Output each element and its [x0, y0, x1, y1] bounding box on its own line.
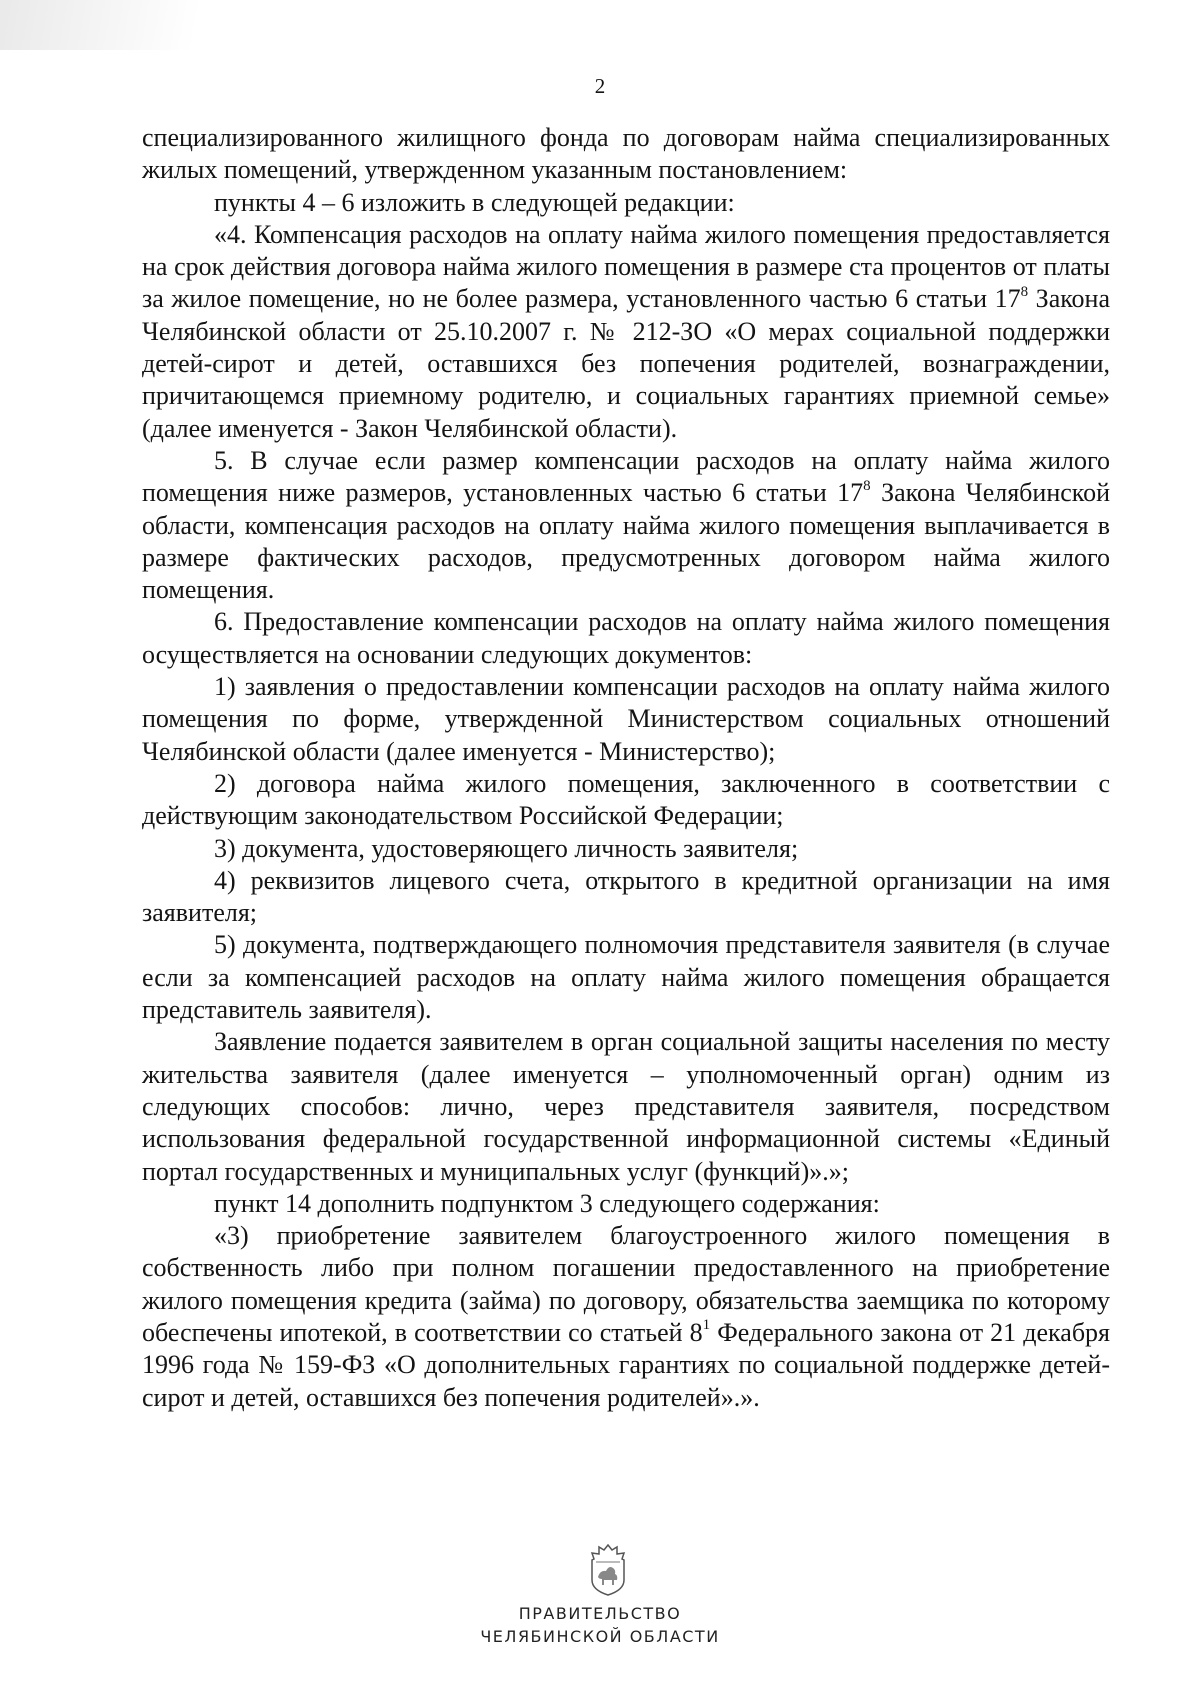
paragraph: 5. В случае если размер компенсации расходов на оплату найма жилого помещения ниже размеров, установленных частью 6 статьи $17^8$ Закона Челябинской области, компенсация расходов на оплату найма жилого помещения выплачивается в размере фактических расходов, предусмотренных договором найма жилого помещения. [142, 445, 1110, 605]
document-body [142, 122, 1110, 1414]
list-item: 5) документа, подтверждающего полномочия представителя заявителя (в случае если за компенсацией расходов на оплату найма жилого помещения обращается представитель заявителя). [142, 930, 1110, 1025]
government-region: ЧЕЛЯБИНСКОЙ ОБЛАСТИ [480, 1627, 720, 1646]
superscript: 8 [863, 477, 871, 494]
list-item: 3) документа, удостоверяющего личность заявителя; [214, 833, 799, 863]
list-item: 2) договора найма жилого помещения, заключенного в соответствии с действующим законодательством Российской Федерации; [142, 768, 1110, 831]
paragraph: специализированного жилищного фонда по договорам найма специализированных жилых помещений, утвержденном указанным постановлением: [142, 123, 1110, 185]
paragraph: пункты 4 – 6 изложить в следующей редакции: [214, 187, 735, 217]
paragraph: пункт 14 дополнить подпунктом 3 следующего содержания: [214, 1188, 880, 1218]
paragraph: 6. Предоставление компенсации расходов на оплату найма жилого помещения осуществляется на основании следующих документов: [142, 607, 1110, 669]
chelyabinsk-coat-of-arms-icon [588, 1544, 628, 1596]
government-title: ПРАВИТЕЛЬСТВО [518, 1604, 682, 1623]
superscript: 1 [702, 1317, 711, 1334]
page-number: 2 [594, 74, 606, 98]
list-item: 4) реквизитов лицевого счета, открытого в кредитной организации на имя заявителя; [142, 865, 1110, 928]
paragraph: Заявление подается заявителем в орган социальной защиты населения по месту жительства заявителя (далее именуется – уполномоченный орган) одним из следующих способов: лично, через представителя заявителя, посредством использования федеральной государственной информационной системы «Единый портал государственных и муниципальных услуг (функций)».»; [142, 1027, 1110, 1186]
paragraph: «4. Компенсация расходов на оплату найма жилого помещения предоставляется на срок действия договора найма жилого помещения в размере ста процентов от платы за жилое помещение, но не более размера, установленного частью 6 статьи $17^8$ Закона Челябинской области от 25.10.2007 г. № 212-ЗО «О мерах социальной поддержки детей-сирот и детей, оставшихся без попечения родителей, вознаграждении, причитающемся приемному родителю, и социальных гарантиях приемной семье» (далее именуется - Закон Челябинской области). [142, 219, 1111, 443]
scan-artifact [0, 0, 260, 50]
paragraph: «3) приобретение заявителем благоустроенного жилого помещения в собственность либо при полном погашении предоставленного на приобретение жилого помещения кредита (займа) по договору, обязательства заемщика по которому обеспечены ипотекой, в соответствии со статьей $8^1$ Федерального закона от 21 декабря 1996 года № 159-ФЗ «О дополнительных гарантиях по социальной поддержке детей-сирот и детей, оставшихся без попечения родителей».». [142, 1221, 1111, 1412]
list-item: 1) заявления о предоставлении компенсации расходов на оплату найма жилого помещения по форме, утвержденной Министерством социальных отношений Челябинской области (далее именуется - Министерство); [142, 672, 1110, 766]
superscript: 8 [1020, 283, 1029, 300]
